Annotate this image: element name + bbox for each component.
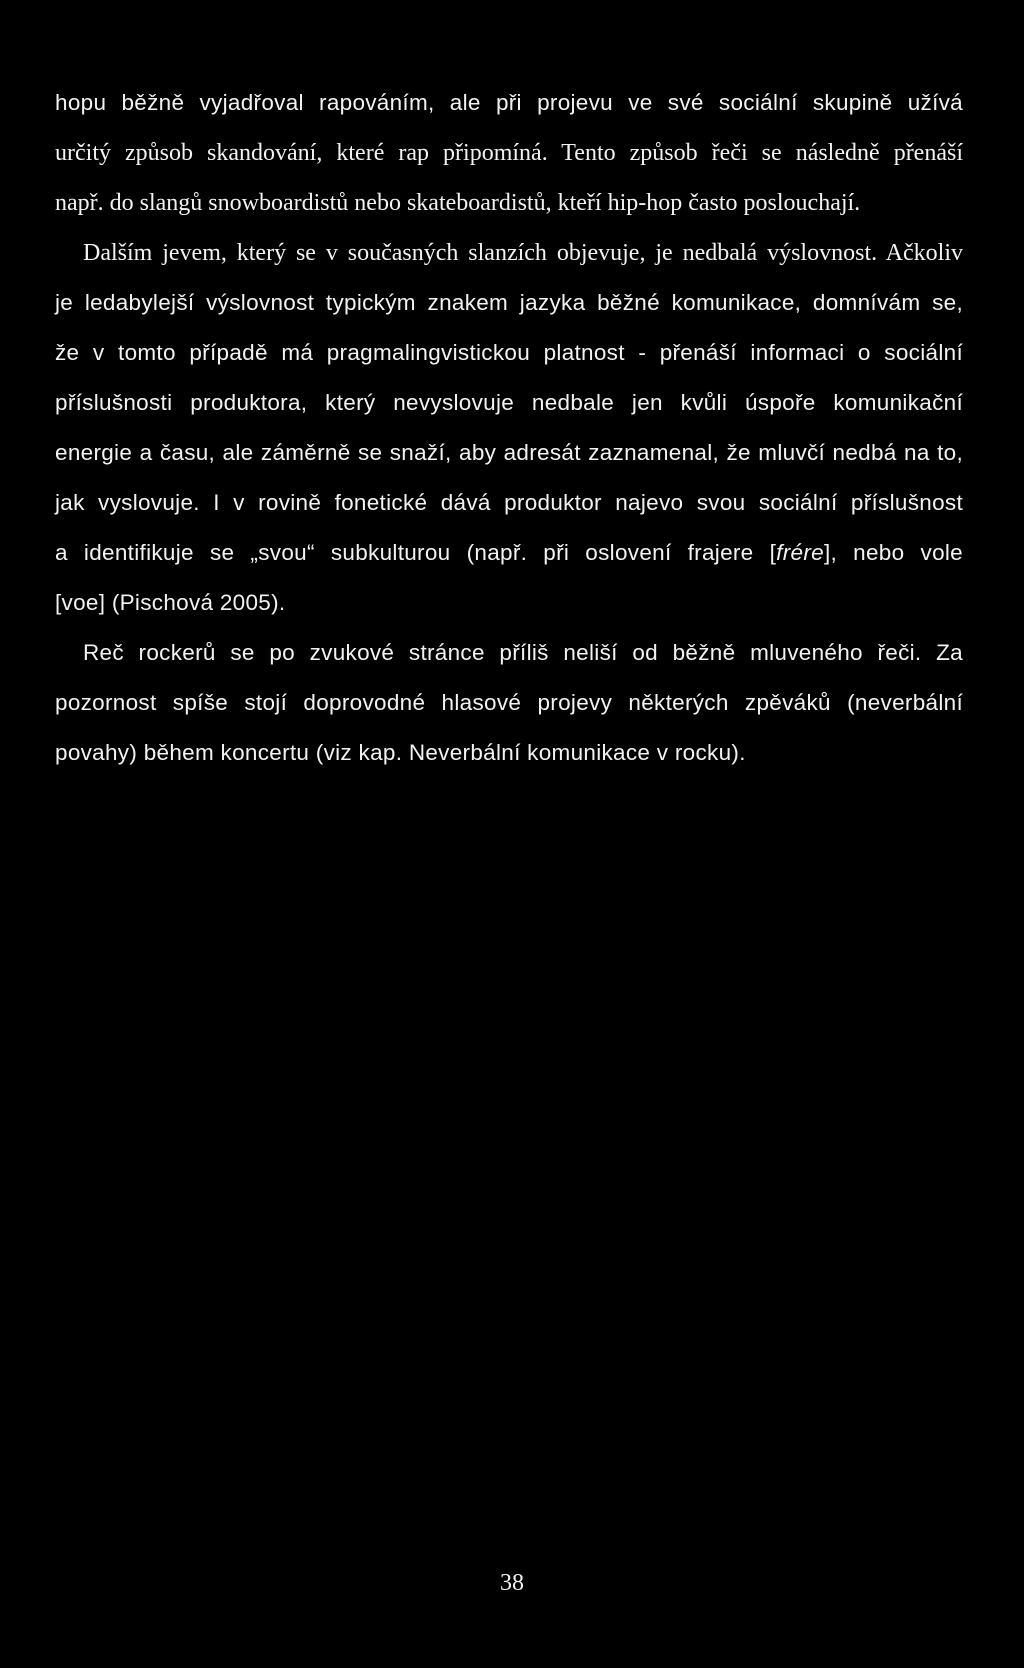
text-line: [voe] (Pischová 2005). <box>55 590 286 615</box>
body-text <box>55 78 963 778</box>
text-segment: ], nebo vole <box>823 540 963 565</box>
text-line: určitý způsob skandování, které rap připomíná. Tento způsob řeči se následně přenáší <box>55 140 963 166</box>
text-line: příslušnosti produktora, který nevyslovuje nedbale jen kvůli úspoře komunikační <box>55 390 963 415</box>
text-line: Reč rockerů se po zvukové stránce příliš neliší od běžně mluveného řeči. Za <box>83 640 963 665</box>
text-segment: a identifikuje se „svou“ subkulturou (např. při oslovení frajere [ <box>55 540 777 565</box>
text-line: že v tomto případě má pragmalingvistickou platnost - přenáší informaci o sociální <box>55 340 963 365</box>
text-line: povahy) během koncertu (viz kap. Neverbální komunikace v rocku). <box>55 740 746 765</box>
text-line: hopu běžně vyjadřoval rapováním, ale při projevu ve své sociální skupině užívá <box>55 90 963 115</box>
italic-term: frére <box>776 540 824 565</box>
text-line: jak vyslovuje. I v rovině fonetické dává produktor najevo svou sociální příslušnost <box>55 490 963 515</box>
text-line: pozornost spíše stojí doprovodné hlasové projevy některých zpěváků (neverbální <box>55 690 963 715</box>
text-line <box>55 528 963 578</box>
page-number: 38 <box>500 1570 524 1596</box>
text-line: např. do slangů snowboardistů nebo skateboardistů, kteří hip-hop často poslouchají. <box>55 190 861 216</box>
text-line: Dalším jevem, který se v současných slanzích objevuje, je nedbalá výslovnost. Ačkoliv <box>83 240 963 266</box>
text-line: je ledabylejší výslovnost typickým znakem jazyka běžné komunikace, domnívám se, <box>55 290 963 315</box>
text-line: energie a času, ale záměrně se snaží, aby adresát zaznamenal, že mluvčí nedbá na to, <box>55 440 963 465</box>
